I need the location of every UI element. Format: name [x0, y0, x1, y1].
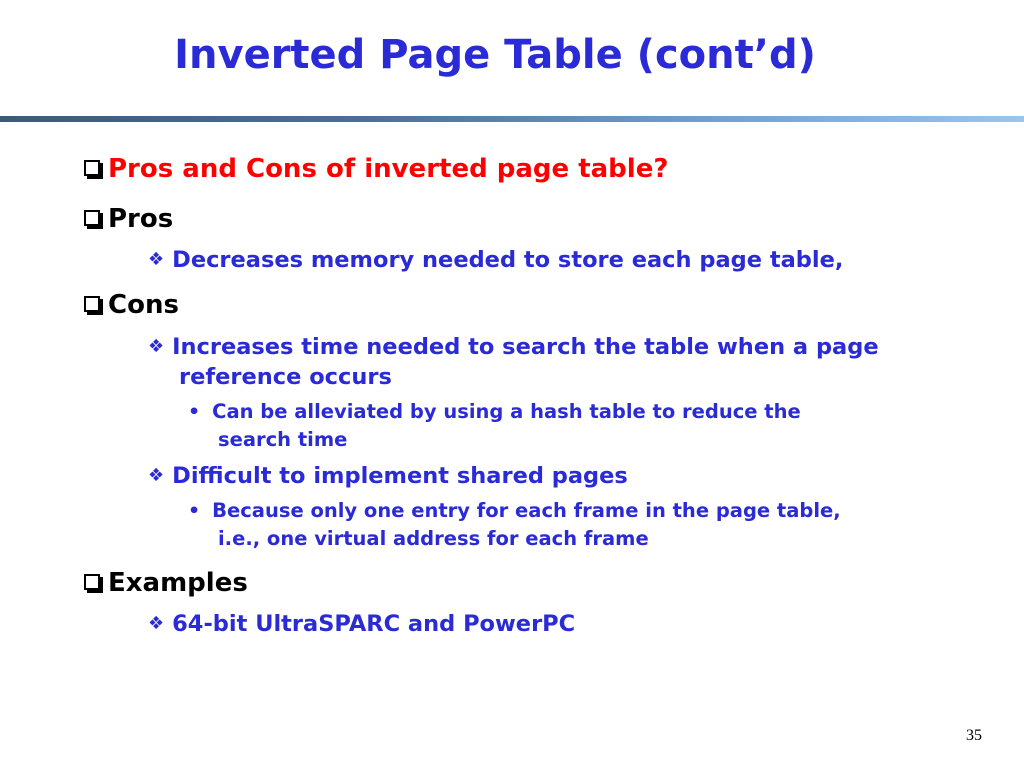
- cons-item-2: [148, 461, 628, 491]
- cons-item-2-sub-text-cont: i.e., one virtual address for each frame: [218, 527, 649, 550]
- dot-bullet-icon: •: [188, 401, 201, 423]
- cons-item-1: [148, 332, 879, 392]
- cons-item-1-text-cont: reference occurs: [179, 364, 392, 390]
- diamond-bullet-icon: ❖: [148, 336, 165, 357]
- dot-bullet-icon: •: [188, 500, 201, 522]
- question-text: Pros and Cons of inverted page table?: [108, 154, 669, 184]
- pros-item: [148, 245, 843, 275]
- pros-item-text: Decreases memory needed to store each page table,: [172, 247, 844, 273]
- cons-item-1-sub-text: Can be alleviated by using a hash table to reduce the: [212, 400, 801, 423]
- cons-item-2-sub-text: Because only one entry for each frame in the page table,: [212, 499, 841, 522]
- cons-item-2-text: Difficult to implement shared pages: [172, 463, 628, 489]
- cons-item-2-sub: [188, 497, 841, 553]
- bullet-question: [84, 154, 668, 184]
- page-number: 35: [966, 727, 982, 744]
- cons-item-1-sub: [188, 398, 801, 454]
- diamond-bullet-icon: ❖: [148, 249, 165, 270]
- checkbox-bullet-icon: [84, 574, 100, 590]
- checkbox-bullet-icon: [84, 296, 100, 312]
- examples-item: [148, 609, 575, 639]
- examples-item-text: 64-bit UltraSPARC and PowerPC: [172, 611, 576, 637]
- bullet-pros: [84, 204, 173, 234]
- diamond-bullet-icon: ❖: [148, 465, 165, 486]
- cons-item-1-text: Increases time needed to search the table when a page: [172, 334, 879, 360]
- pros-heading: Pros: [108, 204, 174, 234]
- bullet-examples: [84, 568, 248, 598]
- cons-heading: Cons: [108, 290, 179, 320]
- examples-heading: Examples: [108, 568, 248, 598]
- cons-item-1-sub-text-cont: search time: [218, 428, 348, 451]
- slide-title: Inverted Page Table (cont’d): [174, 32, 816, 78]
- bullet-cons: [84, 290, 179, 320]
- checkbox-bullet-icon: [84, 210, 100, 226]
- title-divider: [0, 116, 1024, 122]
- checkbox-bullet-icon: [84, 160, 100, 176]
- diamond-bullet-icon: ❖: [148, 613, 165, 634]
